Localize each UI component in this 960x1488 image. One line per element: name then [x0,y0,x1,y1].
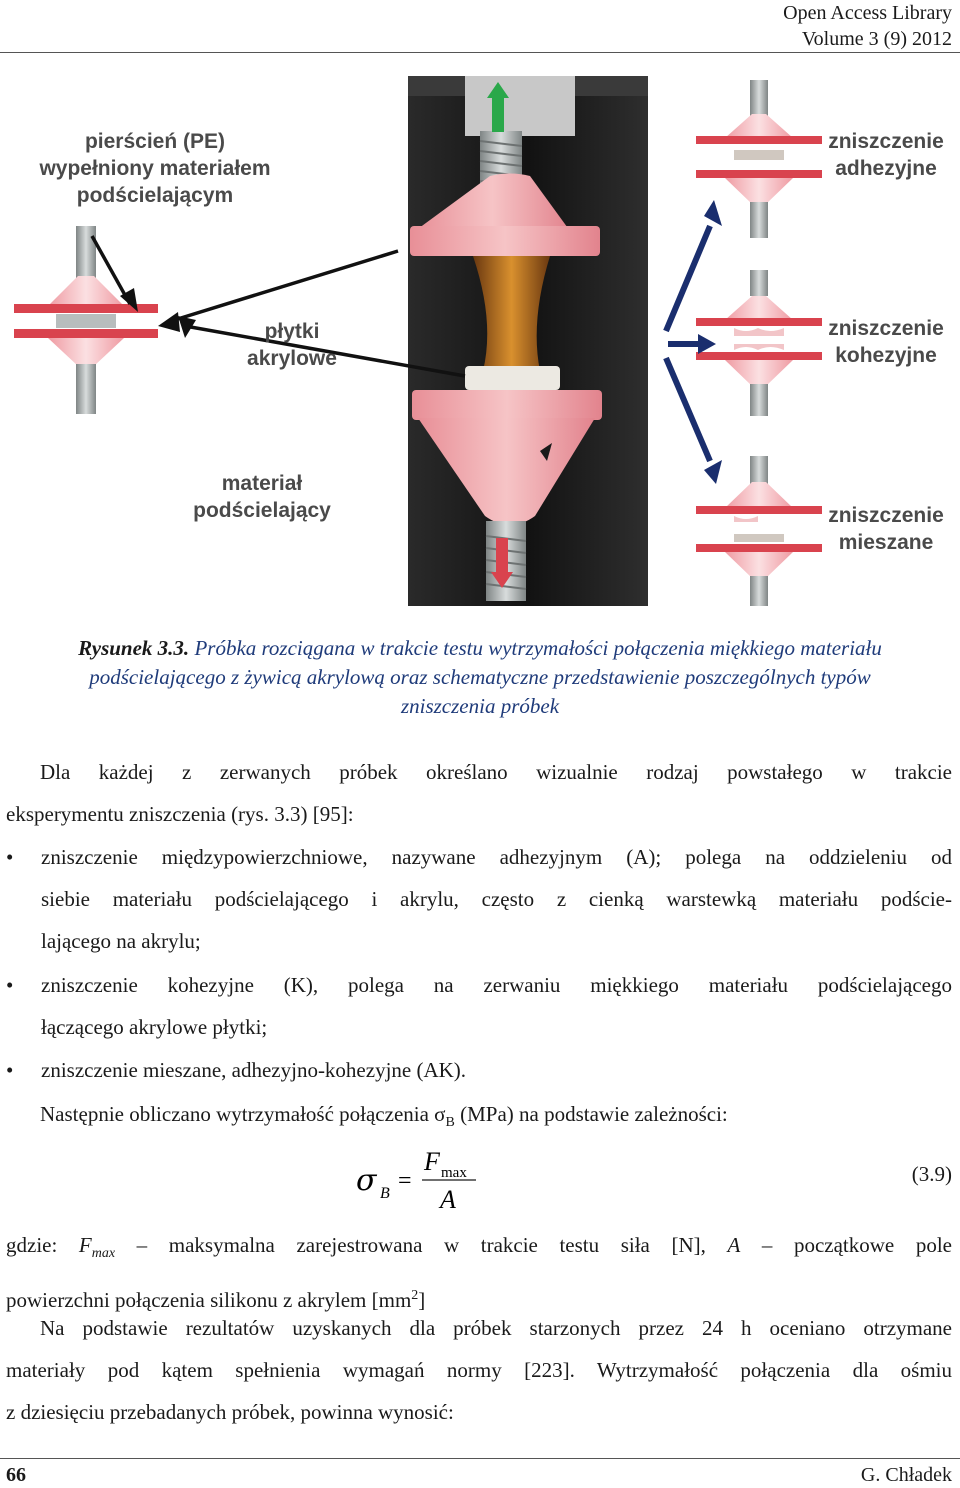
label-mixed-2: mieszane [838,531,934,554]
paragraph-intro [6,751,952,835]
list-item-line: łączącego akrylowe płytki; [41,1015,268,1039]
caption-label: Rysunek 3.3. [78,636,190,660]
label-cohesive-2: kohezyjne [835,344,937,367]
eq-sigma: σ [356,1163,377,1198]
paragraph-text: (MPa) na podstawie zależności: [454,1102,728,1126]
bullet-icon: • [6,973,14,997]
eq-equals: = [398,1168,412,1194]
schematic-specimen-left [14,226,158,414]
paragraph-text: – początkowe pole [740,1233,952,1257]
figure-illustration [10,76,950,612]
equation-3-9 [350,1142,550,1222]
label-acrylic-plates-2: akrylowe [247,347,337,370]
footer-divider [0,1458,960,1459]
label-ring-3: podścielającym [76,184,234,207]
page-number: 66 [6,1464,26,1486]
list-item-mixed [6,1049,952,1091]
list-item-line: zniszczenie mieszane, adhezyjno-kohezyjne (AK). [41,1058,467,1082]
eq-sigma-sub: B [380,1185,390,1202]
symbol-F-sub: max [91,1246,116,1262]
list-item-line: siebie materiału podścielającego i akrylu, często z cienką warstewką materiału podście- [41,887,952,911]
paragraph-text: powierzchni połączenia silikonu z akrylem [mm [6,1288,412,1313]
paragraph-text: gdzie: [6,1233,79,1257]
label-acrylic-plates: płytki [264,320,320,343]
paragraph-line: Na podstawie rezultatów uzyskanych dla próbek starzonych przez 24 h oceniano otrzymane [40,1316,952,1340]
symbol-A: A [727,1233,741,1257]
label-cohesive: zniszczenie [828,317,944,340]
label-mixed: zniszczenie [828,504,944,527]
caption-text: Próbka rozciągana w trakcie testu wytrzymałości połączenia miękkiego materiału podścielającego z żywicą akrylową oraz schematyczne przedstawienie poszczególnych typów zniszczenia próbek [89,636,882,718]
bullet-icon: • [6,845,14,869]
paragraph-line: eksperymentu zniszczenia (rys. 3.3) [95]: [6,802,354,826]
paragraph-strength [6,1093,952,1144]
label-lining-material: materiał [221,472,303,495]
journal-title: Open Access Library [783,2,952,24]
paragraph-text: Następnie obliczano wytrzymałość połączenia [40,1102,435,1126]
list-item-cohesive [6,964,952,1048]
symbol-F: F [78,1233,92,1257]
list-item-line: zniszczenie międzypowierzchniowe, nazywane adhezyjnym (A); polega na oddzieleniu od [41,845,952,869]
list-item-adhesive [6,836,952,962]
paragraph-line: z dziesięciu przebadanych próbek, powinna wynosić: [6,1400,454,1424]
list-item-line: lającego na akrylu; [41,929,201,953]
label-lining-material-2: podścielający [193,499,331,522]
label-adhesive-2: adhezyjne [835,157,937,180]
page-header [783,0,952,52]
schematic-cohesive-failure [696,270,822,416]
specimen-photo [408,76,648,606]
sigma-subscript: B [445,1115,455,1131]
list-item-line: zniszczenie kohezyjne (K), polega na zerwaniu miękkiego materiału podścielającego [41,973,952,997]
bullet-icon: • [6,1058,14,1082]
eq-numerator-sub: max [441,1165,467,1181]
author-name: G. Chładek [860,1464,952,1486]
header-divider [0,52,960,53]
paragraph-text: ] [418,1288,426,1313]
label-ring: pierścień (PE) [84,130,226,153]
eq-denominator: A [440,1185,456,1214]
sigma-symbol: σ [434,1102,446,1126]
label-adhesive: zniszczenie [828,130,944,153]
label-ring-2: wypełniony materiałem [39,157,271,180]
superscript: 2 [411,1288,419,1304]
figure-caption [40,634,920,721]
equation-number: (3.9) [911,1162,952,1186]
paragraph-line: Dla każdej z zerwanych próbek określano wizualnie rodzaj powstałego w trakcie [40,760,952,784]
paragraph-text: – maksymalna zarejestrowana w trakcie testu siła [N], [115,1233,728,1257]
journal-volume: Volume 3 (9) 2012 [801,28,952,50]
figure-3-3 [10,76,950,612]
paragraph-results [6,1307,952,1433]
eq-numerator: F [424,1147,440,1176]
paragraph-line: materiały pod kątem spełnienia wymagań normy [223]. Wytrzymałość połączenia dla ośmiu [6,1358,952,1382]
